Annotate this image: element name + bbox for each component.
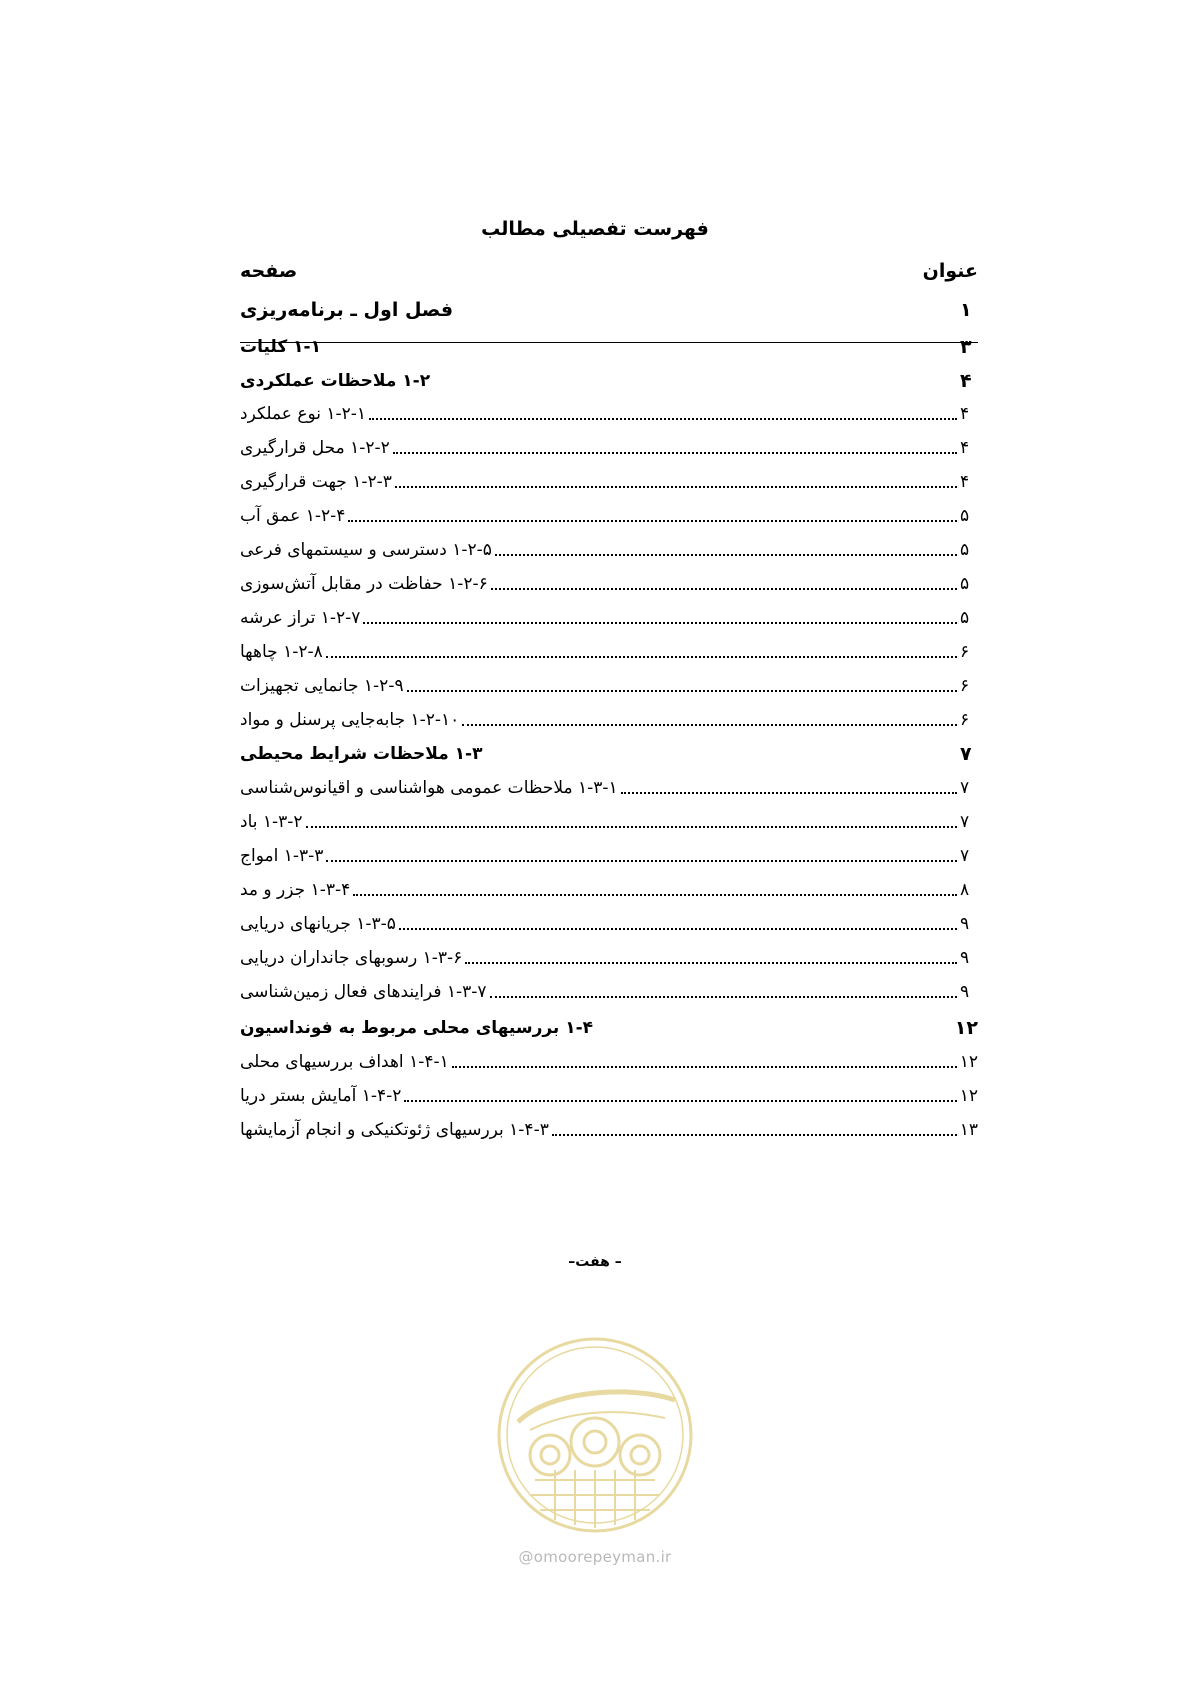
dot-leader bbox=[363, 621, 957, 624]
toc-entry-page: ۹ bbox=[960, 982, 970, 1002]
toc-entry-title: ۱-۴-۲ آمایش بستر دریا bbox=[240, 1086, 402, 1106]
toc-entry-title: فصل اول ـ برنامه‌ریزی bbox=[240, 299, 454, 321]
toc-entry-page: ۷ bbox=[960, 812, 970, 832]
dot-leader bbox=[399, 927, 957, 930]
toc-entry-title: ۱-۲-۲ محل قرارگیری bbox=[240, 438, 390, 458]
toc-entry[interactable] bbox=[240, 1109, 978, 1143]
dot-leader bbox=[462, 723, 957, 726]
toc-entry-page: ۴ bbox=[960, 370, 972, 392]
title-column-header: عنوان bbox=[922, 260, 978, 282]
dot-leader bbox=[348, 519, 957, 522]
dot-leader bbox=[395, 485, 957, 488]
toc-entry-title: ۱-۳-۲ باد bbox=[240, 812, 303, 832]
toc-entry-page: ۷ bbox=[960, 778, 970, 798]
toc-entry-title: ۱-۳ ملاحظات شرایط محیطی bbox=[240, 744, 483, 764]
toc-entry-page: ۹ bbox=[960, 914, 970, 934]
toc-entry-title: ۱-۲-۵ دسترسی و سیستمهای فرعی bbox=[240, 540, 492, 560]
toc-entry-section[interactable] bbox=[240, 733, 978, 767]
toc-entry[interactable] bbox=[240, 665, 978, 699]
dot-leader bbox=[407, 689, 957, 692]
dot-leader bbox=[326, 655, 957, 658]
toc-entry-page: ۷ bbox=[960, 743, 972, 765]
toc-entry-title: ۱-۴-۱ اهداف بررسیهای محلی bbox=[240, 1052, 449, 1072]
toc-entry-page: ۱۳ bbox=[959, 1120, 978, 1140]
toc-entry-page: ۱۲ bbox=[959, 1052, 978, 1072]
toc-entry[interactable] bbox=[240, 699, 978, 733]
toc-entry-page: ۶ bbox=[960, 642, 970, 662]
toc-entry-section[interactable] bbox=[240, 360, 978, 394]
toc-entry-title: ۱-۲-۷ تراز عرشه bbox=[240, 608, 361, 628]
toc-entry-page: ۵ bbox=[960, 574, 970, 594]
toc-entry-title: ۱-۴-۳ بررسیهای ژئوتکنیکی و انجام آزمایشها bbox=[240, 1120, 549, 1140]
toc-entry[interactable] bbox=[240, 529, 978, 563]
toc-entry[interactable] bbox=[240, 971, 978, 1005]
page-column-header: صفحه bbox=[240, 260, 298, 282]
toc-entry-title: ۱-۲-۱۰ جابه‌جایی پرسنل و مواد bbox=[240, 710, 460, 730]
toc-entry-title: ۱-۳-۳ امواج bbox=[240, 846, 324, 866]
toc-entry-page: ۶ bbox=[960, 676, 970, 696]
dot-leader bbox=[552, 1133, 957, 1136]
dot-leader bbox=[452, 1065, 957, 1068]
toc-entry[interactable] bbox=[240, 427, 978, 461]
toc-entry[interactable] bbox=[240, 835, 978, 869]
toc-entry[interactable] bbox=[240, 903, 978, 937]
toc-entry[interactable] bbox=[240, 1041, 978, 1075]
toc-entry-page: ۳ bbox=[960, 336, 972, 358]
toc-entry[interactable] bbox=[240, 495, 978, 529]
watermark-url: @omoorepeyman.ir bbox=[518, 1548, 672, 1566]
toc-entry[interactable] bbox=[240, 461, 978, 495]
toc-entry[interactable] bbox=[240, 1075, 978, 1109]
toc-entry-page: ۵ bbox=[960, 506, 970, 526]
toc-entry-title: ۱-۳-۵ جریانهای دریایی bbox=[240, 914, 396, 934]
dot-leader bbox=[393, 451, 957, 454]
toc-entry-title: ۱-۲-۱ نوع عملکرد bbox=[240, 404, 367, 424]
toc-entry-section[interactable] bbox=[240, 326, 978, 360]
toc-entry-title: ۱-۲-۶ حفاظت در مقابل آتش‌سوزی bbox=[240, 574, 488, 594]
toc-entry-page: ۸ bbox=[960, 880, 970, 900]
dot-leader bbox=[491, 587, 957, 590]
toc-entry-page: ۱۲ bbox=[954, 1017, 978, 1039]
toc-entry-title: ۱-۲-۸ چاهها bbox=[240, 642, 323, 662]
toc-entry-page: ۹ bbox=[960, 948, 970, 968]
toc-entry[interactable] bbox=[240, 597, 978, 631]
toc-entry-title: ۱-۴ بررسیهای محلی مربوط به فونداسیون bbox=[240, 1018, 594, 1038]
toc-entry-title: ۱-۲-۳ جهت قرارگیری bbox=[240, 472, 392, 492]
toc-entry-title: ۱-۳-۱ ملاحظات عمومی هواشناسی و اقیانوس‌شناسی bbox=[240, 778, 618, 798]
toc-header bbox=[240, 260, 978, 290]
toc-entry-title: ۱-۱ کلیات bbox=[240, 337, 321, 357]
toc-entry-page: ۵ bbox=[960, 608, 970, 628]
toc-entry[interactable] bbox=[240, 869, 978, 903]
toc-entry-page: ۵ bbox=[960, 540, 970, 560]
toc-entry-title: ۱-۳-۶ رسوبهای جانداران دریایی bbox=[240, 948, 463, 968]
toc-entry-page: ۷ bbox=[960, 846, 970, 866]
toc-entry-title: ۱-۳-۷ فرایندهای فعال زمین‌شناسی bbox=[240, 982, 487, 1002]
toc-entry-page: ۴ bbox=[960, 472, 970, 492]
dot-leader bbox=[326, 859, 957, 862]
toc-entry-title: ۱-۲ ملاحظات عملکردی bbox=[240, 371, 431, 391]
dot-leader bbox=[490, 995, 957, 998]
toc-entry-section[interactable] bbox=[240, 1007, 978, 1041]
toc-entry-page: ۱۲ bbox=[959, 1086, 978, 1106]
toc-entry-chapter[interactable] bbox=[240, 289, 978, 323]
dot-leader bbox=[404, 1099, 956, 1102]
toc-entry-page: ۶ bbox=[960, 710, 970, 730]
dot-leader bbox=[495, 553, 957, 556]
toc-entry[interactable] bbox=[240, 393, 978, 427]
dot-leader bbox=[369, 417, 957, 420]
watermark-seal-icon bbox=[490, 1330, 700, 1540]
toc-entry[interactable] bbox=[240, 801, 978, 835]
toc-entry-title: ۱-۲-۴ عمق آب bbox=[240, 506, 346, 526]
toc-entry-page: ۴ bbox=[960, 404, 970, 424]
toc-entry[interactable] bbox=[240, 937, 978, 971]
toc-entry[interactable] bbox=[240, 563, 978, 597]
dot-leader bbox=[353, 893, 957, 896]
dot-leader bbox=[465, 961, 957, 964]
dot-leader bbox=[621, 791, 957, 794]
toc-entry-title: ۱-۳-۴ جزر و مد bbox=[240, 880, 351, 900]
dot-leader bbox=[306, 825, 957, 828]
toc-entry-title: ۱-۲-۹ جانمایی تجهیزات bbox=[240, 676, 404, 696]
toc-entry-page: ۱ bbox=[960, 299, 972, 321]
document-title: فهرست تفصیلی مطالب bbox=[481, 218, 709, 240]
toc-entry[interactable] bbox=[240, 767, 978, 801]
toc-entry[interactable] bbox=[240, 631, 978, 665]
page-number-footer: – هفت– bbox=[568, 1254, 622, 1270]
toc-entry-page: ۴ bbox=[960, 438, 970, 458]
